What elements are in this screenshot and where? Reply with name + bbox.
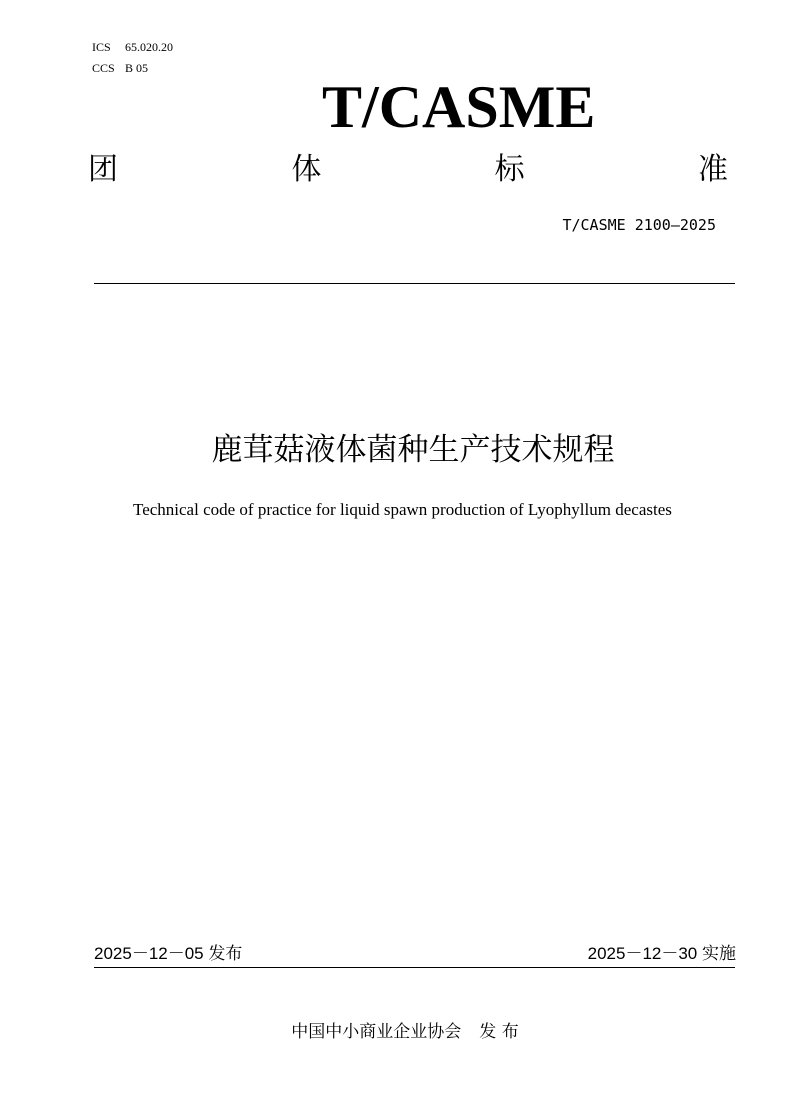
implementation-date: 2025－12－30 实施 [587,944,736,963]
standard-type-char: 团 [88,152,118,187]
document-title-english: Technical code of practice for liquid spawn production of Lyophyllum decastes [133,500,672,519]
standard-type-heading [88,150,728,190]
standard-type-char: 准 [697,152,728,187]
issue-date: 2025－12－05 发布 [94,944,243,963]
standard-type-char: 标 [494,152,525,187]
top-divider [94,283,735,284]
ccs-code [92,61,148,75]
publisher-name: 中国中小商业企业协会 [291,1022,462,1042]
standard-type-char: 体 [291,152,322,187]
organization-code: T/CASME [322,74,596,140]
publisher-line [0,1020,790,1044]
ics-value: 65.020.20 [125,40,173,54]
document-title-chinese: 鹿茸菇液体菌种生产技术规程 [211,432,615,468]
ccs-label: CCS [92,61,115,75]
ics-code [92,40,173,54]
standard-number: T/CASME 2100—2025 [562,216,716,234]
ccs-value: B 05 [125,61,149,75]
bottom-divider [94,967,735,968]
publisher-action: 发 布 [479,1022,519,1042]
ics-label: ICS [92,40,111,54]
